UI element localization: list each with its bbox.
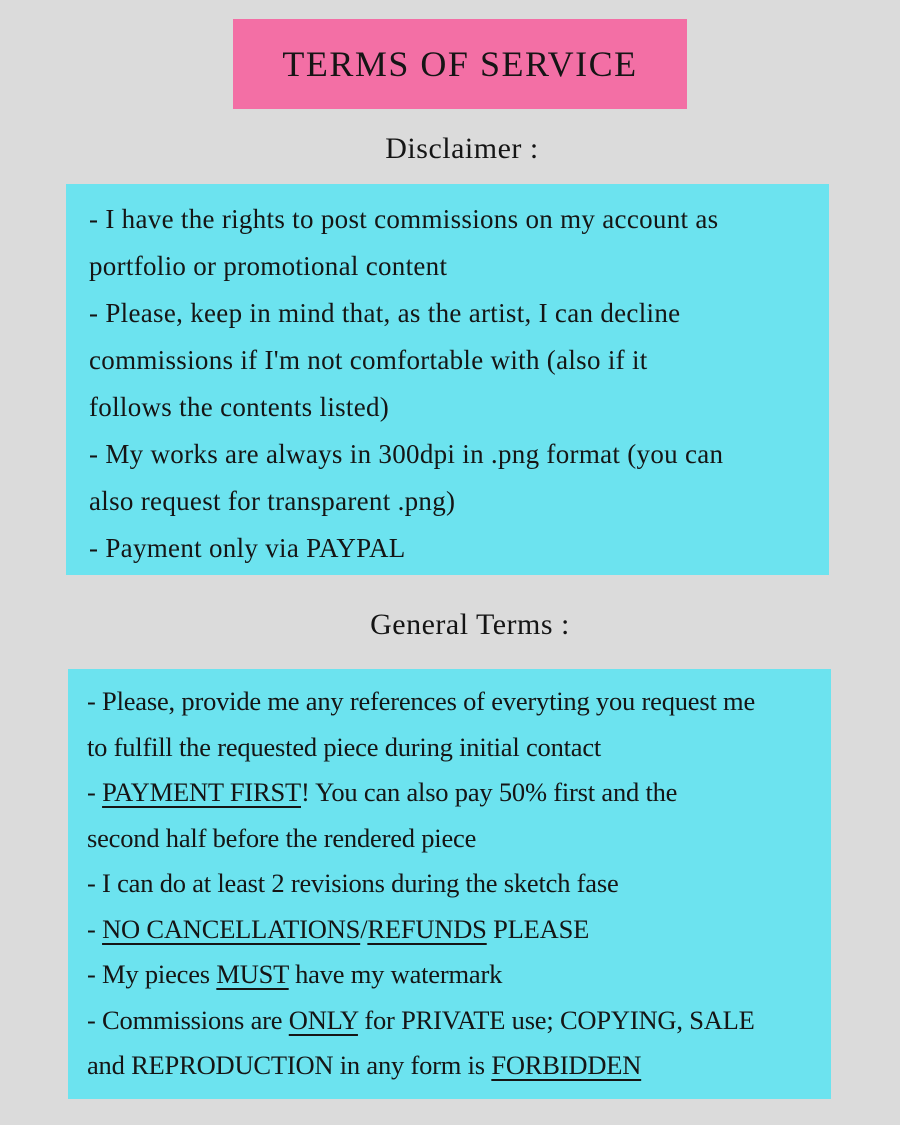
terms-line: and REPRODUCTION in any form is FORBIDDEN (87, 1050, 642, 1080)
terms-line: - NO CANCELLATIONS/REFUNDS PLEASE (87, 913, 590, 944)
disclaimer-heading: Disclaimer : (385, 132, 539, 165)
terms-line: follows the contents listed) (89, 392, 390, 422)
terms-line: - Please, provide me any references of everyting you request me (87, 686, 756, 716)
terms-line: also request for transparent .png) (89, 486, 456, 516)
terms-line: - Please, keep in mind that, as the artist, I can decline (89, 298, 681, 328)
terms-line: portfolio or promotional content (89, 251, 448, 281)
general-terms-heading: General Terms : (370, 608, 570, 641)
terms-line: - Payment only via PAYPAL (89, 533, 406, 563)
terms-line: second half before the rendered piece (87, 822, 477, 853)
disclaimer-panel (66, 184, 829, 575)
page-title: TERMS OF SERVICE (282, 44, 638, 84)
terms-line: to fulfill the requested piece during initial contact (87, 731, 602, 762)
terms-line: - PAYMENT FIRST! You can also pay 50% first and the (87, 777, 678, 807)
terms-line: commissions if I'm not comfortable with (also if it (89, 345, 648, 375)
terms-line: - My works are always in 300dpi in .png format (you can (89, 439, 724, 469)
terms-line: - Commissions are ONLY for PRIVATE use; COPYING, SALE (87, 1004, 755, 1035)
terms-line: - I have the rights to post commissions on my account as (89, 204, 719, 234)
terms-line: - I can do at least 2 revisions during the sketch fase (87, 868, 619, 898)
title-banner (233, 19, 687, 109)
general-terms-panel (68, 669, 831, 1099)
terms-line: - My pieces MUST have my watermark (87, 959, 503, 989)
